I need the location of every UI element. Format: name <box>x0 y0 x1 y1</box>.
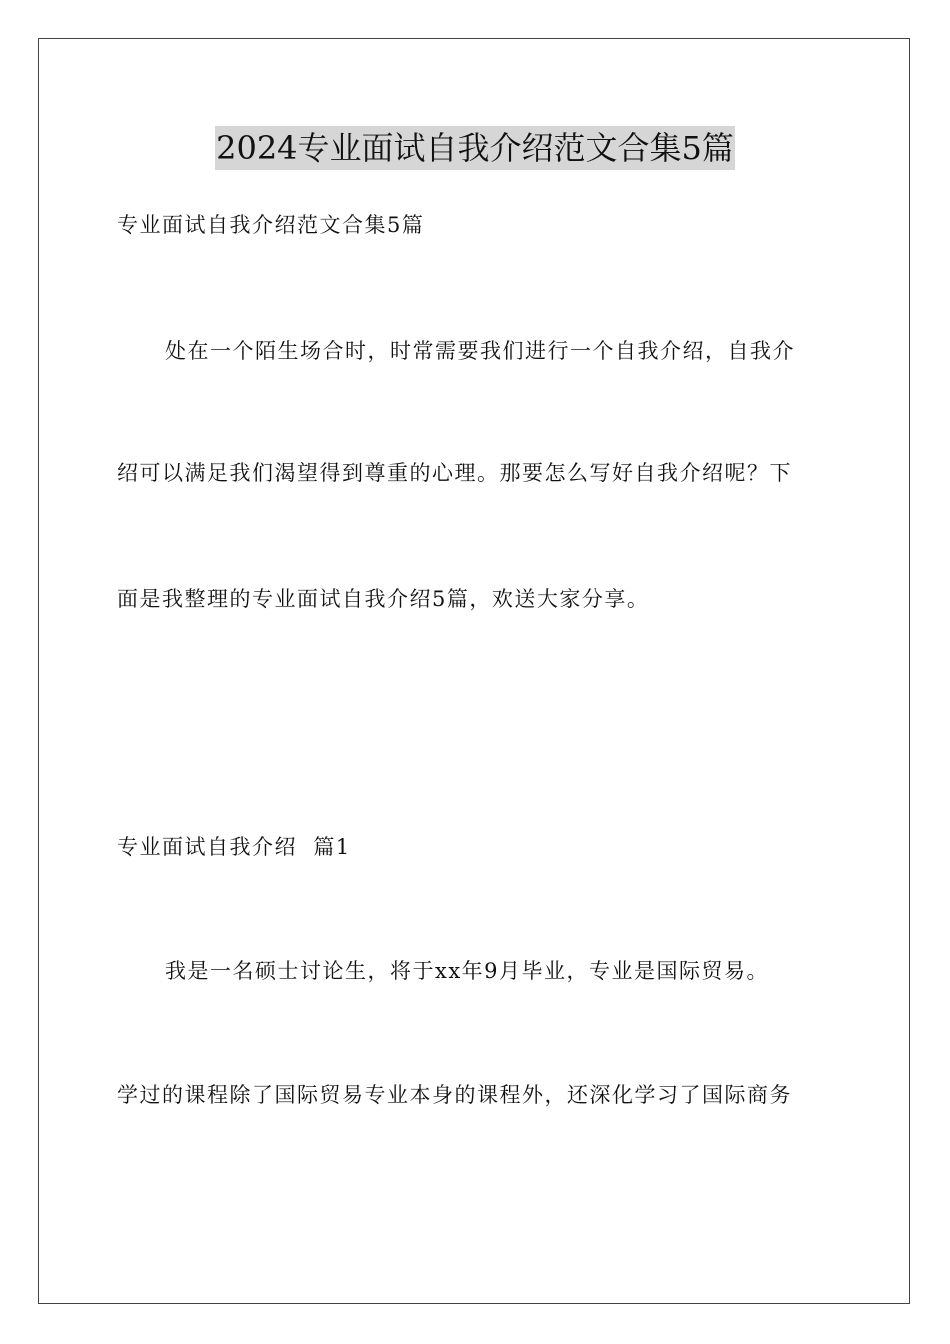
section-line: 学过的课程除了国际贸易专业本身的课程外，还深化学习了国际商务 <box>117 1083 792 1107</box>
document-subtitle: 专业面试自我介绍范文合集5篇 <box>117 213 425 237</box>
document-title <box>0 126 950 170</box>
intro-line: 处在一个陌生场合时，时常需要我们进行一个自我介绍，自我介 <box>165 339 795 363</box>
section-heading: 专业面试自我介绍 篇1 <box>117 835 351 859</box>
section-line: 我是一名硕士讨论生，将于xx年9月毕业，专业是国际贸易。 <box>165 959 770 983</box>
intro-line: 绍可以满足我们渴望得到尊重的心理。那要怎么写好自我介绍呢？下 <box>117 461 792 485</box>
document-title-text: 2024专业面试自我介绍范文合集5篇 <box>215 126 735 170</box>
intro-line: 面是我整理的专业面试自我介绍5篇，欢送大家分享。 <box>117 587 650 611</box>
